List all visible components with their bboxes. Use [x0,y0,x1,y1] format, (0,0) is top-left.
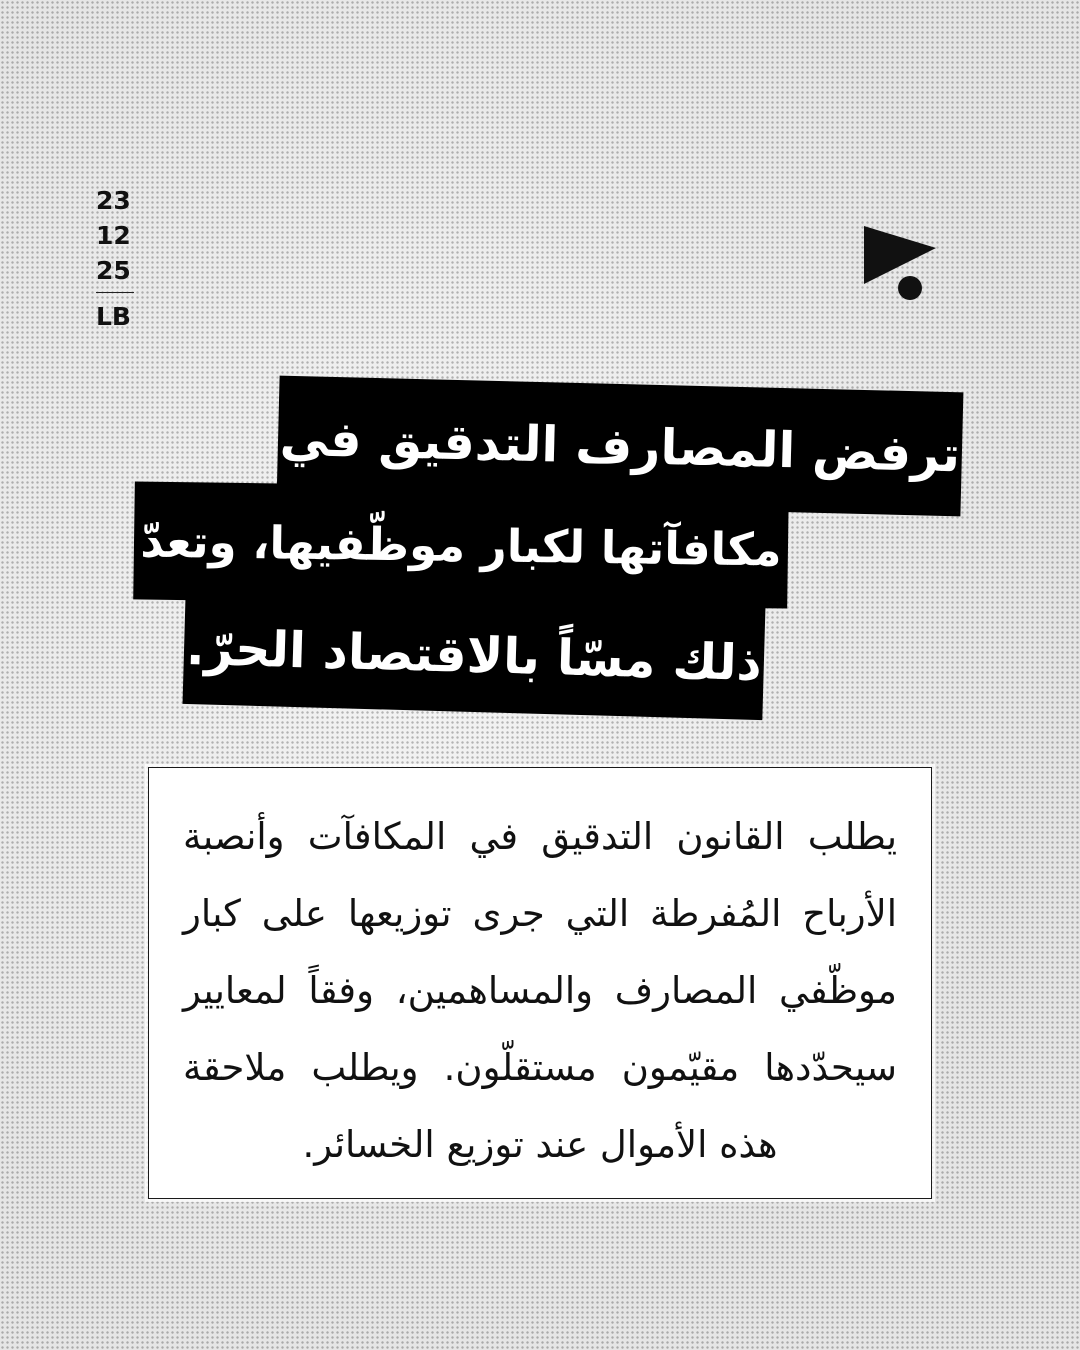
headline-line-2: مكافآتها لكبار موظّفيها، وتعدّ [133,481,789,608]
headline-line-3: ذلك مسّاً بالاقتصاد الحرّ. [183,590,766,720]
country-code: LB [96,302,131,331]
body-card [148,767,932,1199]
date-day: 23 [96,186,131,215]
date-month: 12 [96,221,131,250]
headline-line-1: ترفض المصارف التدقيق في [277,376,964,517]
date-year: 25 [96,256,131,285]
body-text: يطلب القانون التدقيق في المكافآت وأنصبة الأرباح المُفرطة التي جرى توزيعها على كبار موظّفي المصارف والمساهمين، وفقاً لمعايير سيحدّدها مقيّمون مستقلّون. ويطلب ملاحقة هذه الأموال عند توزيع الخسائر. [183,815,897,1166]
